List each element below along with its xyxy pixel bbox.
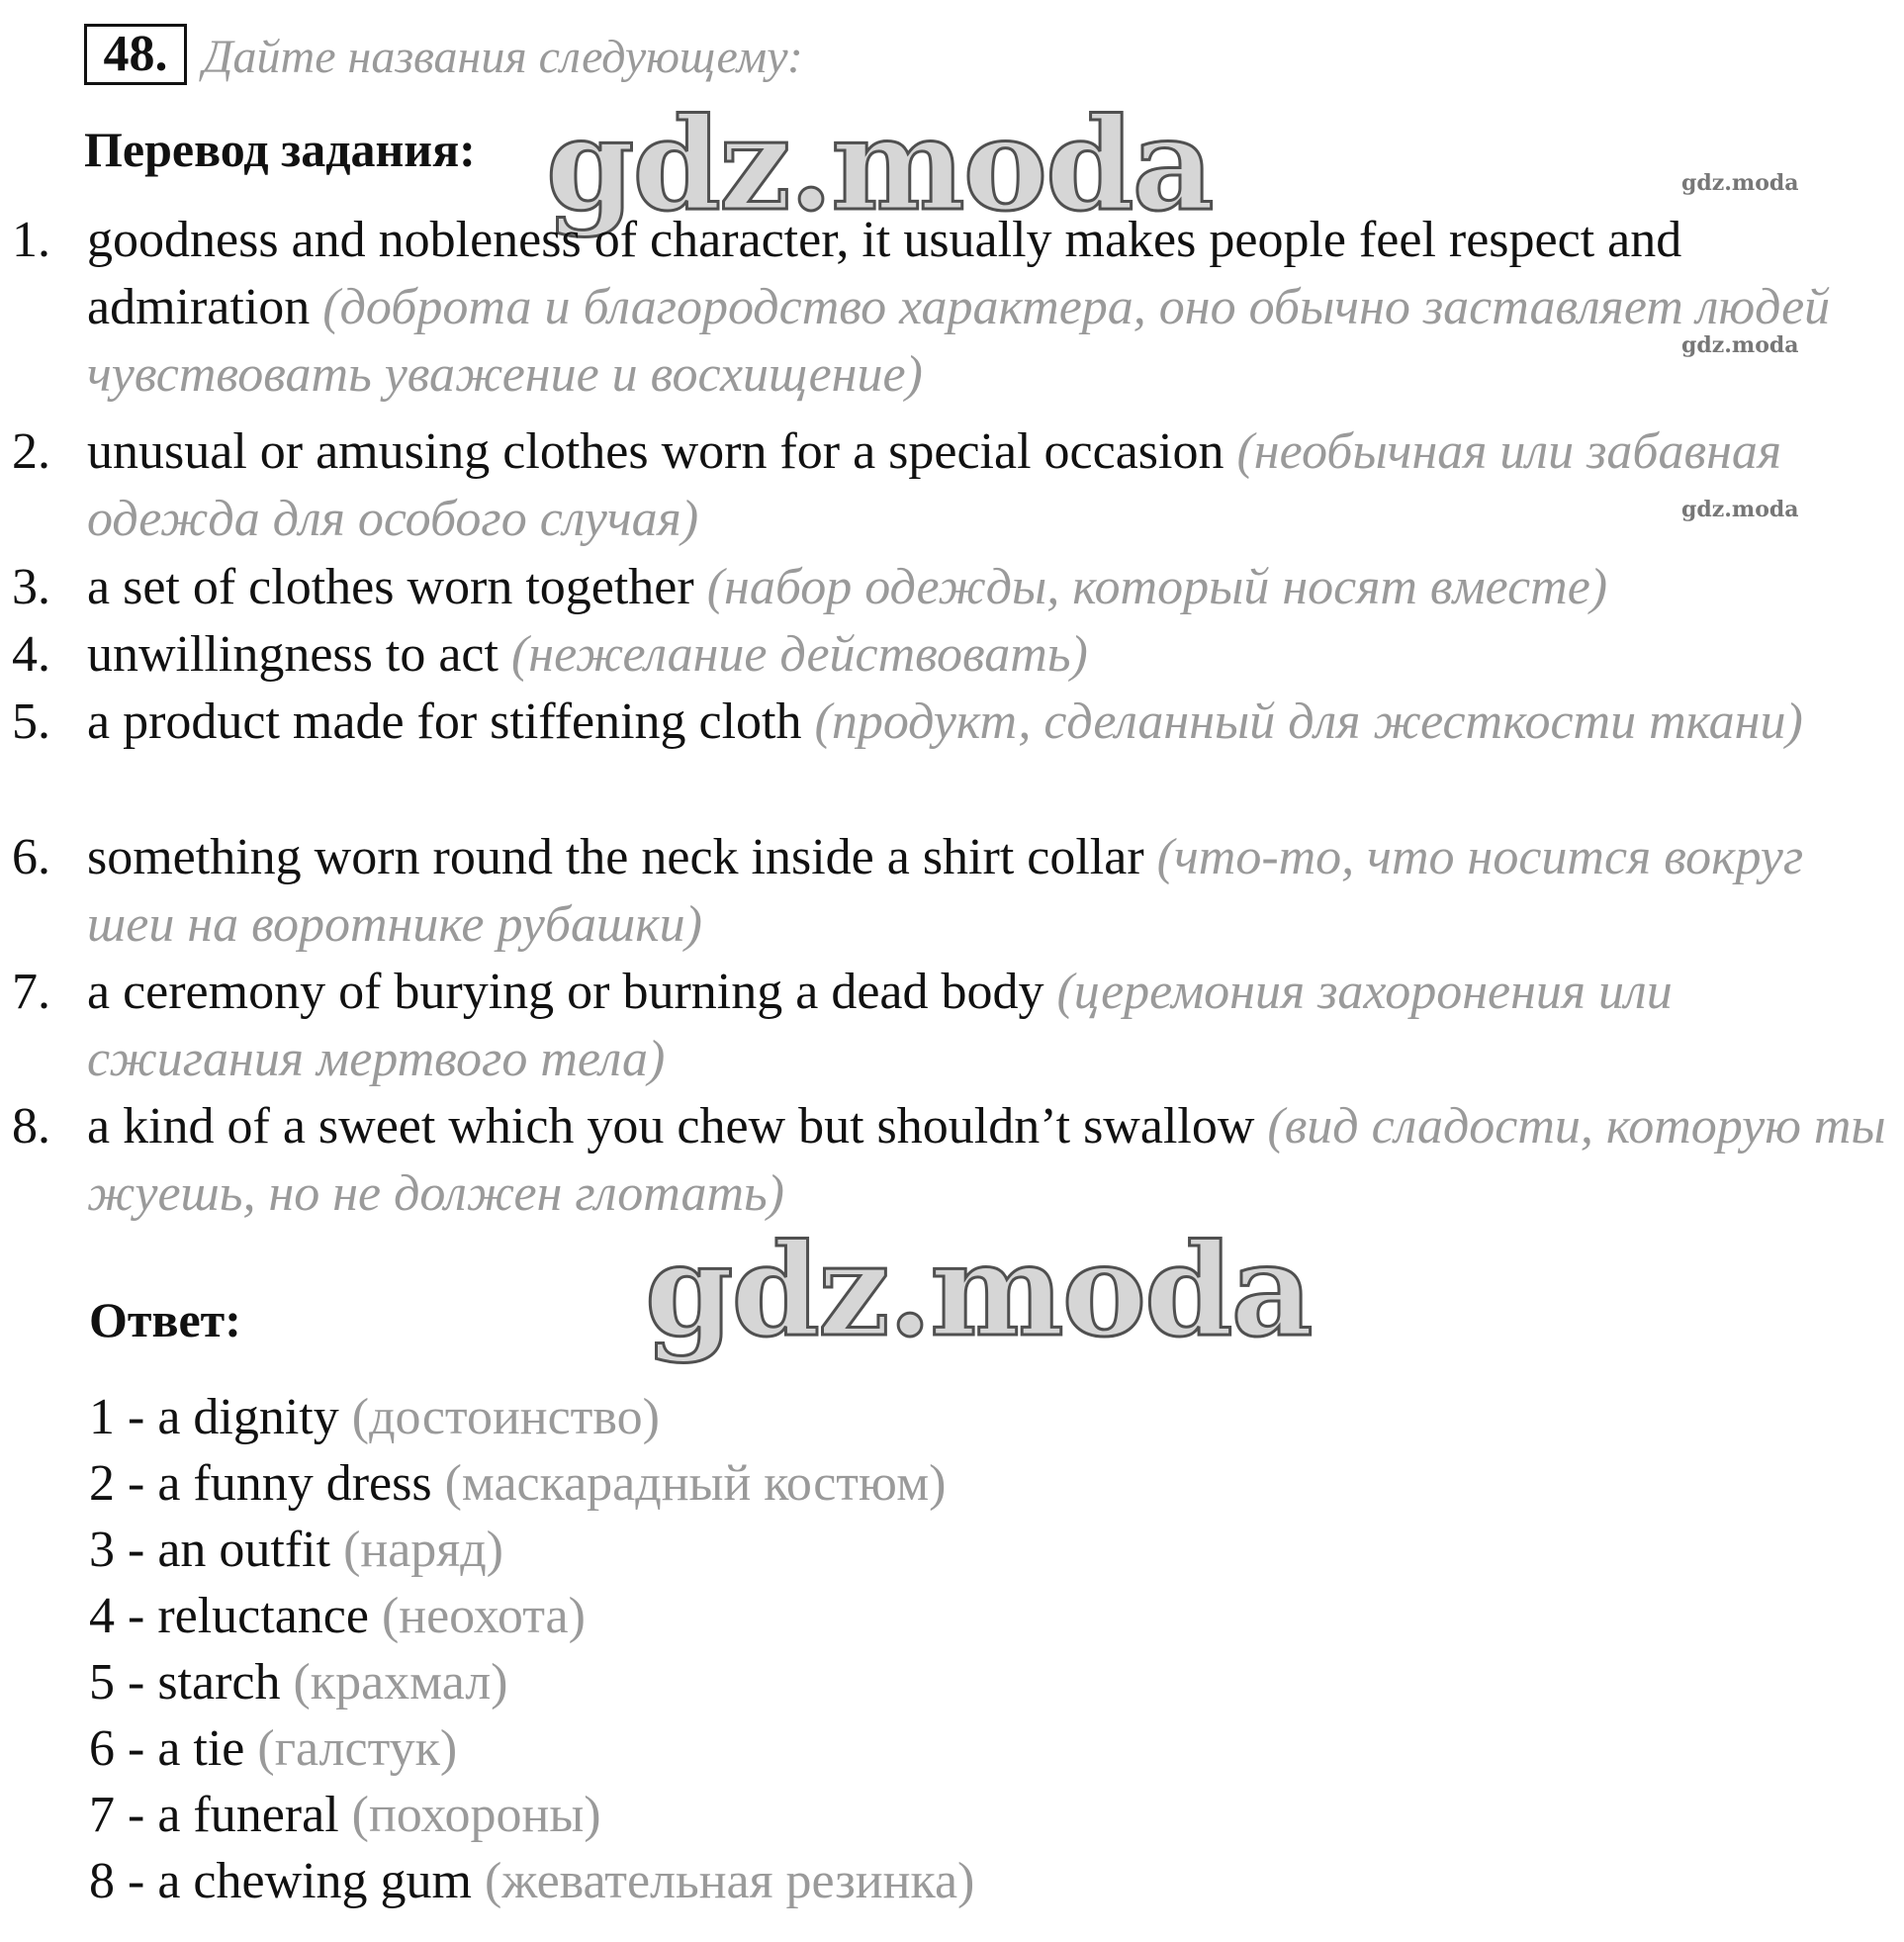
item-definition: a product made for stiffening cloth (87, 694, 802, 750)
item-definition: a ceremony of burying or burning a dead body (87, 964, 1044, 1020)
answer-7 (89, 1783, 601, 1848)
answer-3 (89, 1518, 503, 1583)
answer-translation: (достоинство) (351, 1389, 660, 1445)
item-translation: (церемония захоронения или сжигания мертвого тела) (87, 964, 1673, 1087)
answer-term: 5 - starch (89, 1654, 281, 1711)
item-definition: goodness and nobleness of character, it usually makes people feel respect and admiration (87, 212, 1682, 335)
watermark-logo-middle: gdz.moda (645, 1217, 1312, 1365)
answer-translation: (неохота) (381, 1588, 586, 1644)
answer-term: 8 - a chewing gum (89, 1853, 473, 1909)
item-number: 6. (12, 829, 50, 885)
task-instruction: Дайте названия следующему: (203, 31, 803, 83)
item-number: 7. (12, 964, 50, 1020)
answer-8 (89, 1849, 974, 1914)
answer-term: 1 - a dignity (89, 1389, 339, 1445)
item-number: 4. (12, 626, 50, 683)
watermark-small-1: gdz.moda (1681, 170, 1799, 196)
answer-term: 6 - a tie (89, 1720, 245, 1777)
answer-term: 2 - a funny dress (89, 1455, 432, 1512)
translation-heading: Перевод задания: (84, 122, 476, 177)
answer-4 (89, 1584, 586, 1649)
answer-term: 4 - reluctance (89, 1588, 369, 1644)
answer-term: 7 - a funeral (89, 1787, 339, 1843)
answer-translation: (маскарадный костюм) (444, 1455, 947, 1512)
item-definition: unwillingness to act (87, 626, 499, 683)
item-number: 5. (12, 694, 50, 750)
answer-6 (89, 1716, 457, 1782)
answer-translation: (наряд) (343, 1522, 503, 1578)
watermark-small-3: gdz.moda (1681, 497, 1799, 522)
item-number: 1. (12, 212, 50, 268)
item-translation: (нежелание действовать) (510, 626, 1088, 683)
item-number: 8. (12, 1098, 50, 1155)
task-number-box: 48. (84, 24, 187, 85)
item-definition: a kind of a sweet which you chew but shouldn’t swallow (87, 1098, 1255, 1155)
watermark-small-2: gdz.moda (1681, 332, 1799, 358)
answer-translation: (галстук) (257, 1720, 458, 1777)
answer-5 (89, 1650, 508, 1715)
answer-2 (89, 1451, 946, 1517)
answer-translation: (похороны) (351, 1787, 601, 1843)
answer-translation: (жевательная резинка) (485, 1853, 975, 1909)
item-translation: (необычная или забавная одежда для особого случая) (87, 423, 1782, 547)
item-definition: a set of clothes worn together (87, 559, 694, 615)
answer-term: 3 - an outfit (89, 1522, 331, 1578)
item-definition: unusual or amusing clothes worn for a special occasion (87, 423, 1224, 480)
item-number: 2. (12, 423, 50, 480)
item-number: 3. (12, 559, 50, 615)
item-definition: something worn round the neck inside a shirt collar (87, 829, 1144, 885)
item-translation: (вид сладости, которую ты жуешь, но не должен глотать) (87, 1098, 1886, 1222)
item-translation: (набор одежды, который носят вместе) (706, 559, 1608, 615)
item-translation: (что-то, что носится вокруг шеи на воротнике рубашки) (87, 829, 1804, 953)
item-translation: (доброта и благородство характера, оно обычно заставляет людей чувствовать уважение и восхищение) (87, 279, 1831, 403)
watermark-logo-top: gdz.moda (546, 91, 1213, 239)
answer-translation: (крахмал) (293, 1654, 508, 1711)
answer-1 (89, 1385, 660, 1450)
answer-heading: Ответ: (89, 1292, 241, 1347)
item-translation: (продукт, сделанный для жесткости ткани) (814, 694, 1803, 750)
